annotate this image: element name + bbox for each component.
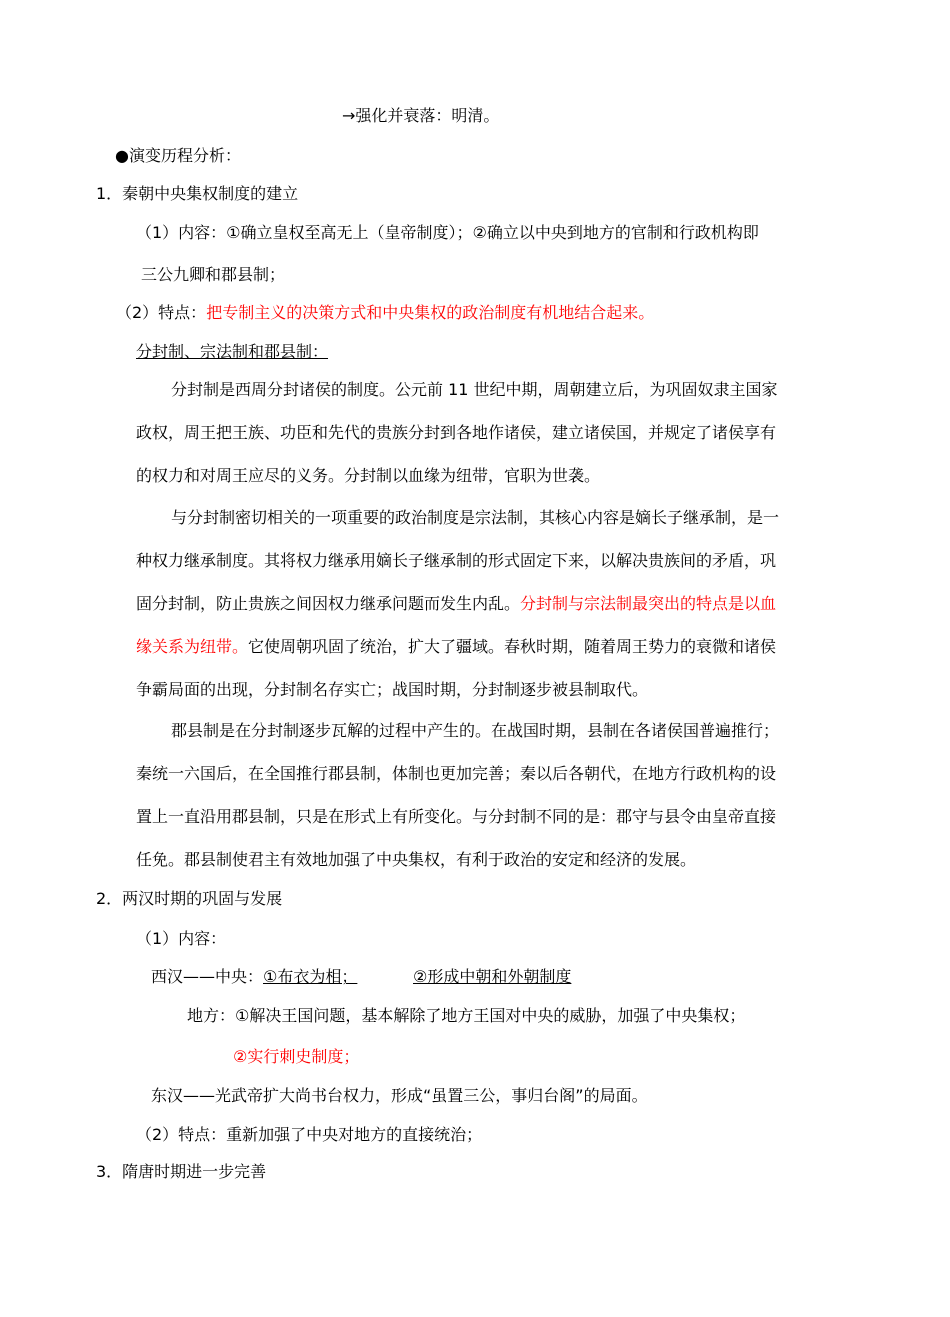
subheading-fengjian-zongfa-junxian: 分封制、宗法制和郡县制： — [136, 342, 329, 361]
xihan-local-line: 地方：①解决王国问题，基本解除了地方王国对中央的威胁，加强了中央集权； — [187, 1006, 746, 1025]
para2-highlight-1: 分封制与宗法制最突出的特点是以血 — [520, 594, 777, 613]
xihan-item-1: ①布衣为相； — [263, 967, 358, 986]
qin-content-line-1: （1）内容：①确立皇权至高无上（皇帝制度）；②确立以中央到地方的官制和行政机构即 — [136, 223, 759, 242]
para3-line3: 置上一直沿用郡县制，只是在形式上有所变化。与分封制不同的是：郡守与县令由皇帝直接 — [136, 807, 777, 826]
han-content-label: （1）内容： — [136, 929, 227, 948]
xihan-central-line — [151, 966, 571, 988]
xihan-item-2: ②形成中朝和外朝制度 — [413, 967, 572, 986]
para3-line2: 秦统一六国后，在全国推行郡县制，体制也更加完善；秦以后各朝代，在地方行政机构的设 — [136, 764, 777, 783]
para3-line1: 郡县制是在分封制逐步瓦解的过程中产生的。在战国时期，县制在各诸侯国普遍推行； — [171, 721, 780, 740]
section-2-title: 2．两汉时期的巩固与发展 — [96, 889, 283, 908]
para2-line1: 与分封制密切相关的一项重要的政治制度是宗法制，其核心内容是嫡长子继承制，是一 — [171, 508, 780, 527]
feature-label: （2）特点： — [116, 303, 207, 322]
qin-content-line-2: 三公九卿和郡县制； — [141, 265, 286, 284]
para2-line4-text: 它使周朝巩固了统治，扩大了疆域。春秋时期，随着周王势力的衰微和诸侯 — [248, 637, 777, 656]
para1-line1: 分封制是西周分封诸侯的制度。公元前 11 世纪中期，周朝建立后，为巩固奴隶主国家 — [171, 380, 778, 399]
para1-line3: 的权力和对周王应尽的义务。分封制以血缘为纽带，官职为世袭。 — [136, 466, 601, 485]
heading-text: 演变历程分析： — [128, 146, 241, 165]
xihan-cishi-highlight: ②实行刺史制度； — [233, 1047, 360, 1066]
bullet-icon: ● — [115, 146, 129, 165]
heading-evolution-analysis — [115, 145, 241, 167]
para2-line3-text: 固分封制，防止贵族之间因权力继承问题而发生内乱。 — [136, 594, 521, 613]
para2-highlight-2: 缘关系为纽带。 — [136, 637, 249, 656]
para2-line3 — [136, 593, 776, 615]
feature-highlight: 把专制主义的决策方式和中央集权的政治制度有机地结合起来。 — [206, 303, 655, 322]
section-1-title: 1．秦朝中央集权制度的建立 — [96, 184, 299, 203]
han-feature-line: （2）特点：重新加强了中央对地方的直接统治； — [136, 1125, 483, 1144]
xihan-label: 西汉——中央： — [151, 967, 264, 986]
text-line-decline: →强化并衰落：明清。 — [342, 106, 500, 125]
section-3-title: 3．隋唐时期进一步完善 — [96, 1162, 267, 1181]
para1-line2: 政权，周王把王族、功臣和先代的贵族分封到各地作诸侯，建立诸侯国，并规定了诸侯享有 — [136, 423, 777, 442]
donghan-line: 东汉——光武帝扩大尚书台权力，形成“虽置三公，事归台阁”的局面。 — [151, 1086, 648, 1105]
para2-line4 — [136, 636, 776, 658]
para2-line2: 种权力继承制度。其将权力继承用嫡长子继承制的形式固定下来，以解决贵族间的矛盾，巩 — [136, 551, 777, 570]
para3-line4: 任免。郡县制使君主有效地加强了中央集权，有利于政治的安定和经济的发展。 — [136, 850, 697, 869]
qin-feature-line — [116, 302, 654, 324]
para2-line5: 争霸局面的出现，分封制名存实亡；战国时期，分封制逐步被县制取代。 — [136, 680, 649, 699]
